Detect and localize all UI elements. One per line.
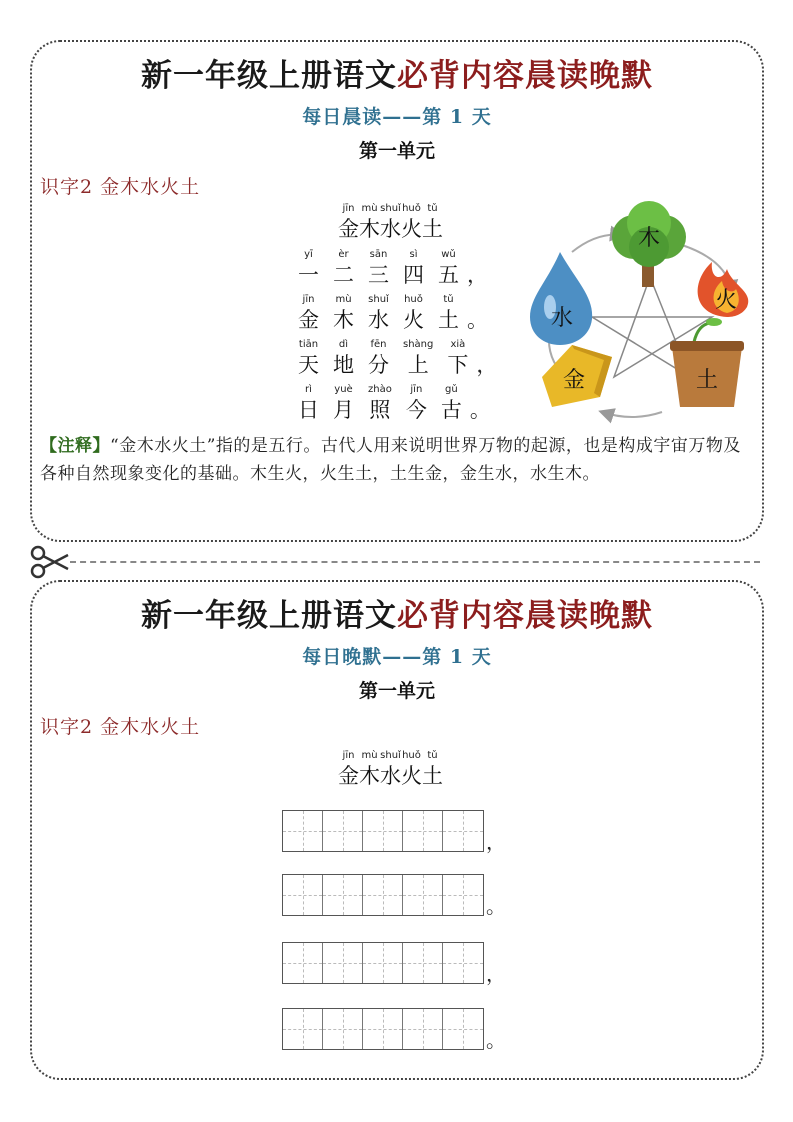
punctuation: 。 <box>486 1028 506 1052</box>
writing-grid <box>282 942 484 984</box>
unit-label: 第一单元 <box>358 140 435 162</box>
punctuation: 。 <box>486 894 506 918</box>
day-label: 每日晚默——第 1 天 <box>302 646 492 668</box>
punctuation: ， <box>476 353 498 377</box>
hanzi: 照 <box>369 398 391 422</box>
pinyin: tǔ <box>427 203 438 214</box>
punctuation: ， <box>486 830 506 854</box>
hanzi: 土 <box>422 217 443 241</box>
note-text: “金木水火土”指的是五行。古代人用来说明世界万物的起源，也是构成宇宙万物及各种自然现象变化的基础。木生火，火生土，土生金，金生水，水生木。 <box>40 436 741 484</box>
hanzi: 今 <box>405 398 427 422</box>
lesson-title: 识字2 金木水火土 <box>40 176 201 198</box>
punctuation: 。 <box>469 398 491 422</box>
punctuation: 。 <box>467 308 488 332</box>
writing-grid-row-3 <box>282 942 506 984</box>
poem-line-1 <box>298 248 488 288</box>
day-label: 每日晨读——第 1 天 <box>302 106 492 128</box>
fire-label: 火 <box>714 288 738 313</box>
writing-cell[interactable] <box>283 943 323 983</box>
page-title <box>32 50 762 95</box>
writing-cell[interactable] <box>323 943 363 983</box>
writing-cell[interactable] <box>403 1009 443 1049</box>
pinyin: jīn <box>302 294 315 305</box>
evening-dictation-card <box>30 580 764 1080</box>
hanzi: 火 <box>401 764 422 788</box>
wood-label: 木 <box>637 226 661 251</box>
pinyin: xià <box>450 339 466 350</box>
hanzi: 上 <box>407 353 429 377</box>
hanzi: 水 <box>380 764 401 788</box>
pinyin: jīn <box>342 750 355 761</box>
water-label: 水 <box>550 306 574 331</box>
hanzi: 金 <box>298 308 319 332</box>
hanzi: 日 <box>298 398 319 422</box>
writing-cell[interactable] <box>403 943 443 983</box>
hanzi: 分 <box>368 353 389 377</box>
pinyin: shuǐ <box>380 203 401 214</box>
pinyin: tǔ <box>443 294 454 305</box>
pinyin: wǔ <box>441 249 456 260</box>
hanzi: 木 <box>359 217 380 241</box>
pinyin: sì <box>409 249 418 260</box>
writing-cell[interactable] <box>443 943 483 983</box>
metal-gold-icon <box>542 345 612 407</box>
writing-cell[interactable] <box>363 875 403 915</box>
pinyin: huǒ <box>402 750 421 761</box>
punctuation: ， <box>486 962 506 986</box>
pinyin: mù <box>361 750 378 761</box>
pinyin: huǒ <box>402 203 421 214</box>
hanzi: 四 <box>403 263 424 287</box>
pinyin: fēn <box>370 339 387 350</box>
five-elements-illustration <box>522 197 758 427</box>
hanzi: 下 <box>447 353 469 377</box>
hanzi: 古 <box>440 398 462 422</box>
water-drop-icon <box>530 252 592 345</box>
title-part1: 新一年级上册语文 <box>141 58 397 94</box>
pinyin: jīn <box>410 384 423 395</box>
unit-label: 第一单元 <box>358 680 435 702</box>
hanzi: 土 <box>422 764 443 788</box>
lesson-title: 识字2 金木水火土 <box>40 716 201 738</box>
hanzi: 木 <box>359 764 380 788</box>
hanzi: 一 <box>298 263 319 287</box>
hanzi: 火 <box>403 308 424 332</box>
writing-cell[interactable] <box>443 875 483 915</box>
writing-cell[interactable] <box>283 875 323 915</box>
writing-grid <box>282 1008 484 1050</box>
poem-line-3 <box>298 338 497 378</box>
pinyin: mù <box>361 203 378 214</box>
pinyin: jīn <box>342 203 355 214</box>
writing-grid-row-1 <box>282 810 506 852</box>
writing-cell[interactable] <box>403 811 443 851</box>
scissors-icon <box>30 545 70 579</box>
punctuation: ， <box>467 263 488 287</box>
pinyin: sān <box>369 249 388 260</box>
pinyin: shàng <box>403 339 434 350</box>
writing-cell[interactable] <box>323 875 363 915</box>
hanzi: 土 <box>438 308 459 332</box>
hanzi: 金 <box>338 217 359 241</box>
writing-cell[interactable] <box>363 811 403 851</box>
poem-line-2 <box>298 293 488 333</box>
writing-cell[interactable] <box>443 1009 483 1049</box>
earth-label: 土 <box>695 368 719 393</box>
hanzi: 天 <box>298 353 319 377</box>
hanzi: 月 <box>333 398 354 422</box>
hanzi: 火 <box>401 217 422 241</box>
writing-cell[interactable] <box>323 1009 363 1049</box>
writing-cell[interactable] <box>283 811 323 851</box>
title-part2: 必背内容晨读晚默 <box>397 58 653 94</box>
writing-grid-row-2 <box>282 874 506 916</box>
pinyin: shuǐ <box>380 750 401 761</box>
writing-grid-row-4 <box>282 1008 506 1050</box>
title-part2: 必背内容晨读晚默 <box>397 598 653 634</box>
poem-title <box>338 749 443 789</box>
cut-line <box>70 561 760 563</box>
hanzi: 木 <box>333 308 354 332</box>
wood-tree-icon <box>612 201 686 287</box>
annotation-note <box>40 432 758 488</box>
pinyin: dì <box>338 339 349 350</box>
title-part1: 新一年级上册语文 <box>141 598 397 634</box>
pinyin: zhào <box>368 384 392 395</box>
pinyin: huǒ <box>404 294 423 305</box>
hanzi: 水 <box>368 308 389 332</box>
writing-cell[interactable] <box>283 1009 323 1049</box>
poem-title <box>338 202 443 242</box>
earth-pot-icon <box>670 318 744 407</box>
metal-label: 金 <box>562 368 586 393</box>
page-title <box>32 590 762 635</box>
writing-cell[interactable] <box>323 811 363 851</box>
pinyin: mù <box>335 294 352 305</box>
hanzi: 地 <box>333 353 354 377</box>
writing-cell[interactable] <box>363 1009 403 1049</box>
writing-cell[interactable] <box>363 943 403 983</box>
writing-grid <box>282 874 484 916</box>
hanzi: 五 <box>438 263 459 287</box>
note-label: 【注释】 <box>40 436 110 456</box>
pinyin: yī <box>304 249 313 260</box>
pinyin: tǔ <box>427 750 438 761</box>
pinyin: èr <box>338 249 349 260</box>
hanzi: 二 <box>333 263 354 287</box>
hanzi: 金 <box>338 764 359 788</box>
hanzi: 水 <box>380 217 401 241</box>
writing-grid <box>282 810 484 852</box>
writing-cell[interactable] <box>443 811 483 851</box>
pinyin: gǔ <box>445 384 458 395</box>
pinyin: yuè <box>334 384 353 395</box>
writing-cell[interactable] <box>403 875 443 915</box>
hanzi: 三 <box>368 263 389 287</box>
pinyin: tiān <box>298 339 319 350</box>
morning-reading-card <box>30 40 764 542</box>
pinyin: rì <box>305 384 312 395</box>
poem-line-4 <box>298 383 491 423</box>
pinyin: shuǐ <box>368 294 389 305</box>
